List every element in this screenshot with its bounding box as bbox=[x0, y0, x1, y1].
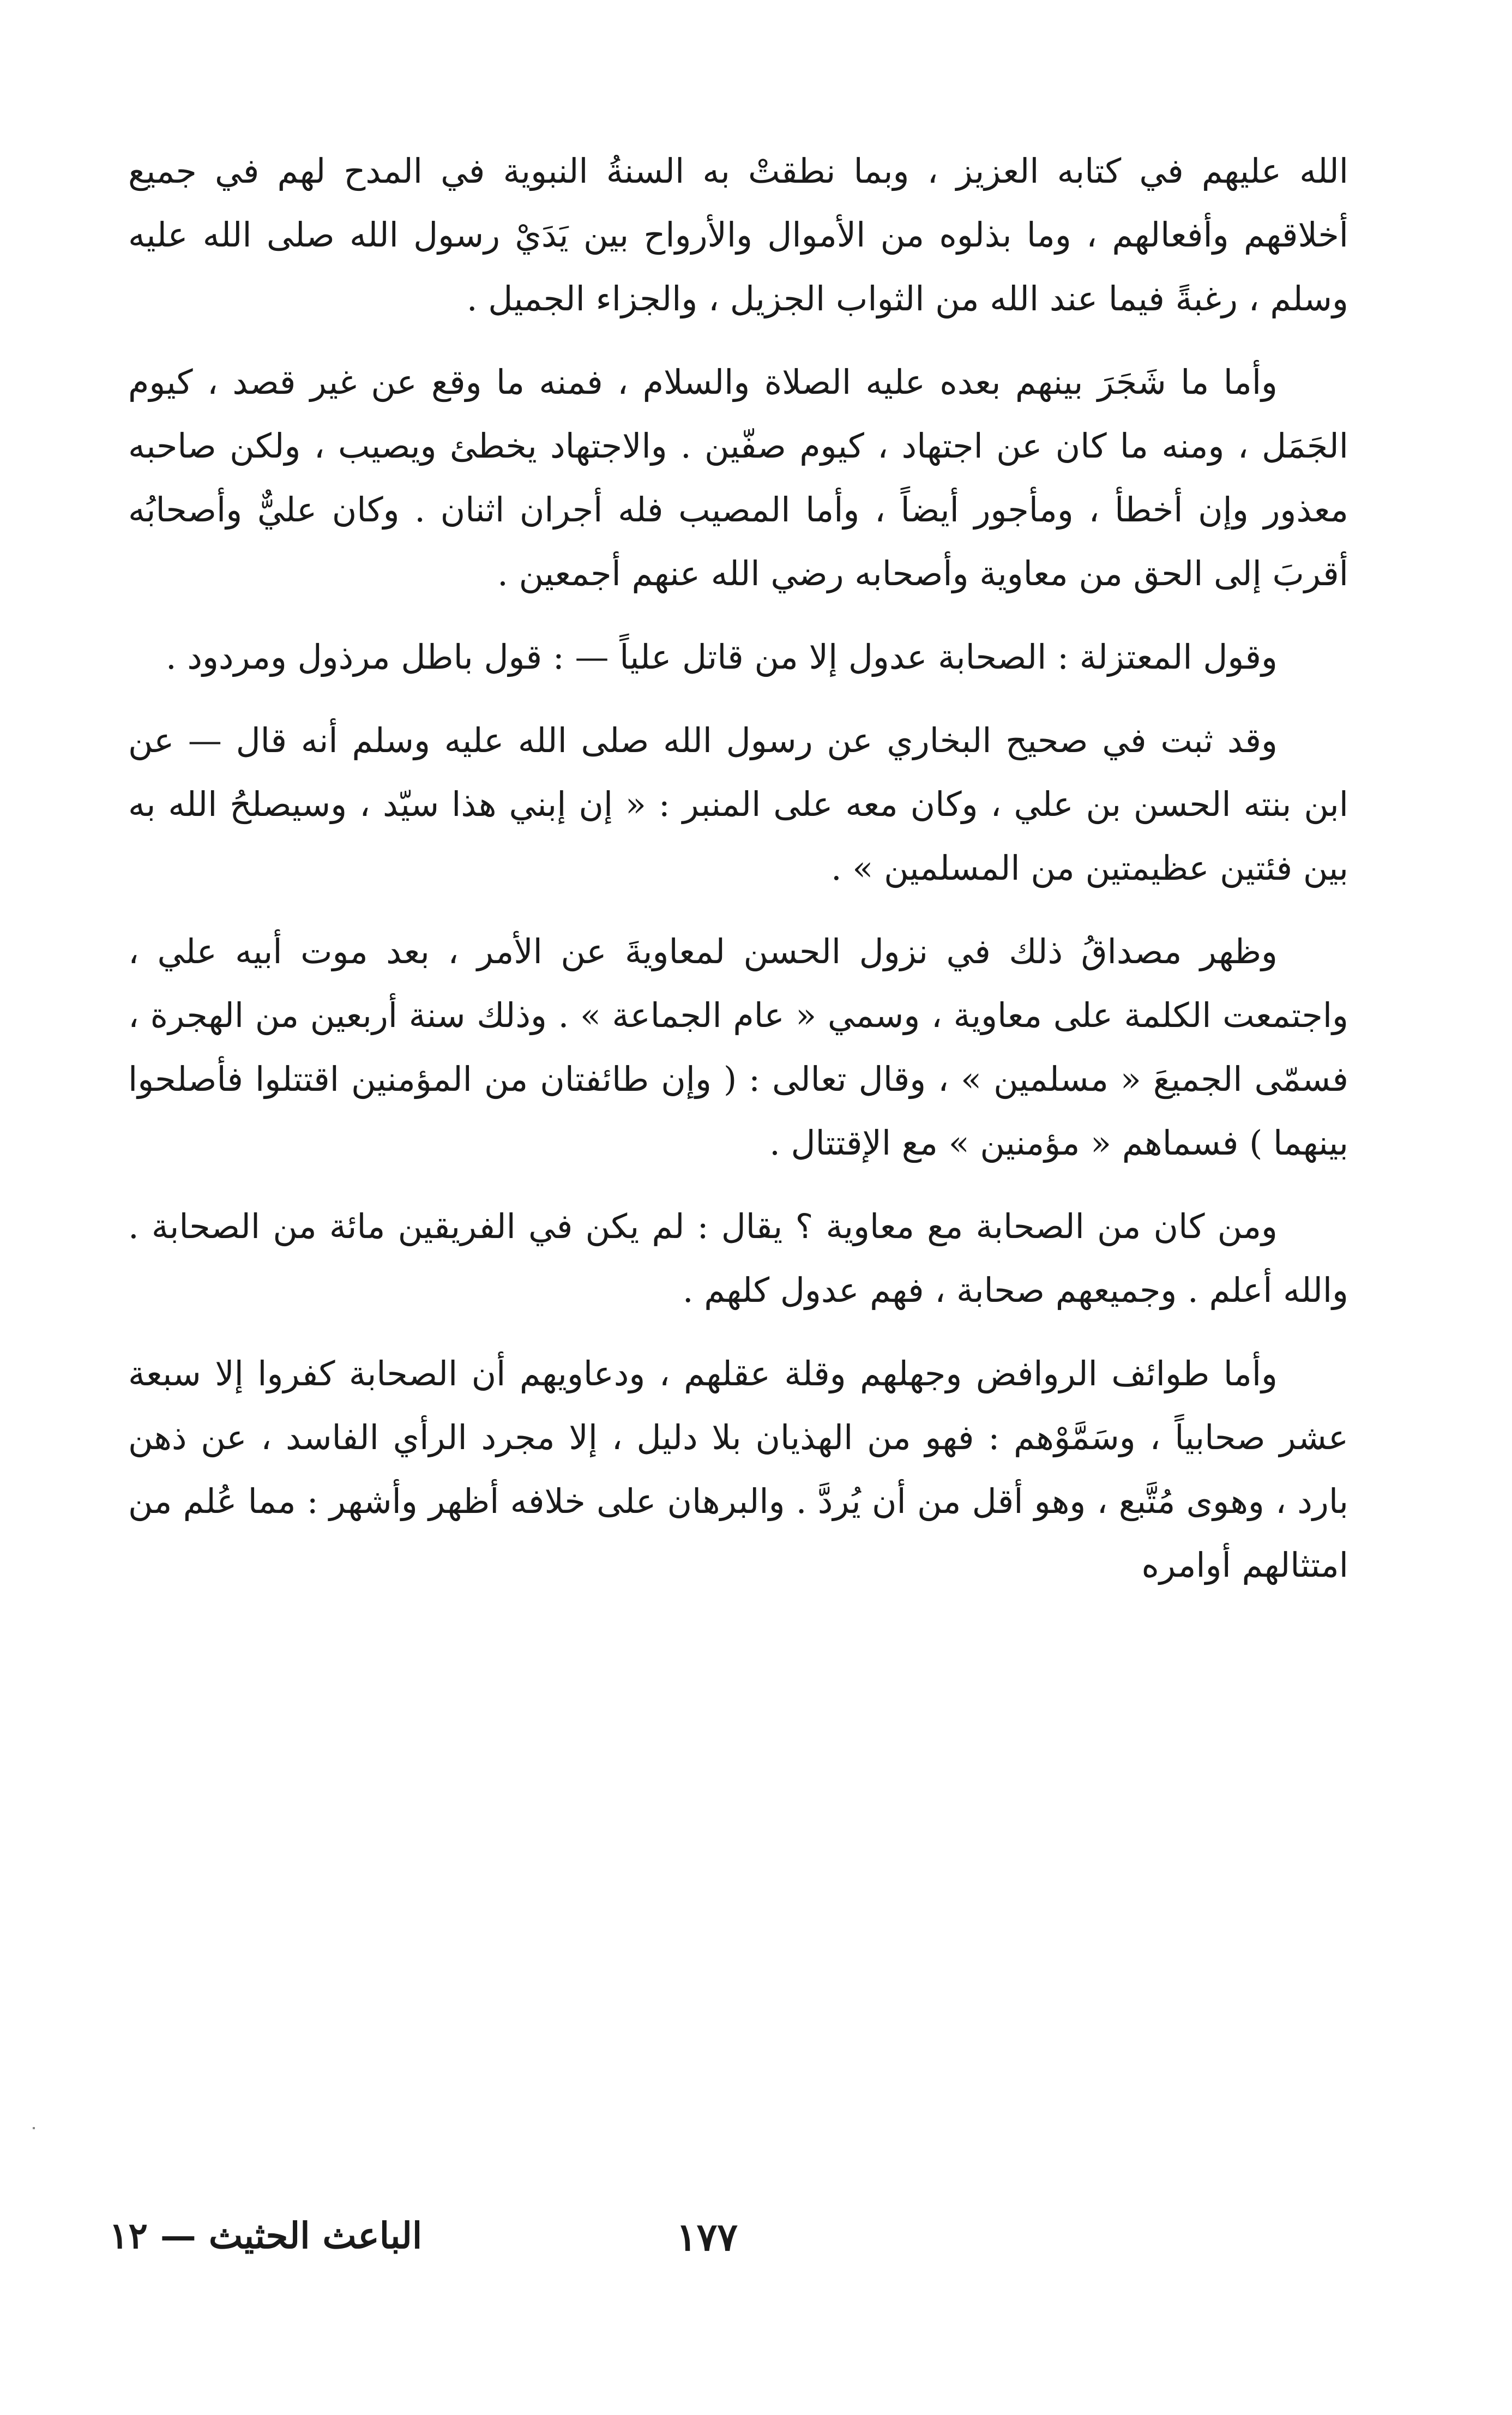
margin-speck bbox=[33, 2127, 35, 2129]
paragraph-3: وقول المعتزلة : الصحابة عدول إلا من قاتل علياً — : قول باطل مرذول ومردود . bbox=[165, 637, 1278, 677]
signature-mark: الباعث الحثيث — ١٢ bbox=[109, 2214, 423, 2257]
paragraph-4: وقد ثبت في صحيح البخاري عن رسول الله صلى الله عليه وسلم أنه قال — عن ابن بنته الحسن بن علي ، وكان معه على المنبر : « إن إبني هذا سيّد ، وسيصلحُ الله به بين فئتين عظيمتين من المسلمين » . bbox=[128, 720, 1348, 888]
paragraph-1: الله عليهم في كتابه العزيز ، وبما نطقتْ به السنةُ النبوية في المدح لهم في جميع أخلاقهم وأفعالهم ، وما بذلوه من الأموال والأرواح بين يَدَيْ رسول الله صلى الله عليه وسلم ، رغبةً فيما عند الله من الثواب الجزيل ، والجزاء الجميل . bbox=[128, 151, 1348, 319]
paragraph-7: وأما طوائف الروافض وجهلهم وقلة عقلهم ، ودعاويهم أن الصحابة كفروا إلا سبعة عشر صحابياً ، وسَمَّوْهم : فهو من الهذيان بلا دليل ، إلا مجرد الرأي الفاسد ، عن ذهن بارد ، وهوى مُتَّبع ، وهو أقل من أن يُردَّ . والبرهان على خلافه أظهر وأشهر : مما عُلم من امتثالهم أوامره bbox=[128, 1354, 1348, 1585]
paragraph-2: وأما ما شَجَرَ بينهم بعده عليه الصلاة والسلام ، فمنه ما وقع عن غير قصد ، كيوم الجَمَل ، ومنه ما كان عن اجتهاد ، كيوم صفّين . والاجتهاد يخطئ ويصيب ، ولكن صاحبه معذور وإن أخطأ ، ومأجور أيضاً ، وأما المصيب فله أجران اثنان . وكان عليٌّ وأصحابُه أقربَ إلى الحق من معاوية وأصحابه رضي الله عنهم أجمعين . bbox=[128, 362, 1348, 593]
paragraph-5: وظهر مصداقُ ذلك في نزول الحسن لمعاويةَ عن الأمر ، بعد موت أبيه علي ، واجتمعت الكلمة على معاوية ، وسمي « عام الجماعة » . وذلك سنة أربعين من الهجرة ، فسمّى الجميعَ « مسلمين » ، وقال تعالى : ( وإن طائفتان من المؤمنين اقتتلوا فأصلحوا بينهما ) فسماهم « مؤمنين » مع الإقتتال . bbox=[128, 932, 1348, 1163]
body-text bbox=[128, 139, 1348, 1617]
paragraph-6: ومن كان من الصحابة مع معاوية ؟ يقال : لم يكن في الفريقين مائة من الصحابة . والله أعلم . وجميعهم صحابة ، فهم عدول كلهم . bbox=[128, 1206, 1348, 1310]
page-footer bbox=[109, 2214, 1332, 2274]
page-number: ١٧٧ bbox=[676, 2214, 738, 2260]
